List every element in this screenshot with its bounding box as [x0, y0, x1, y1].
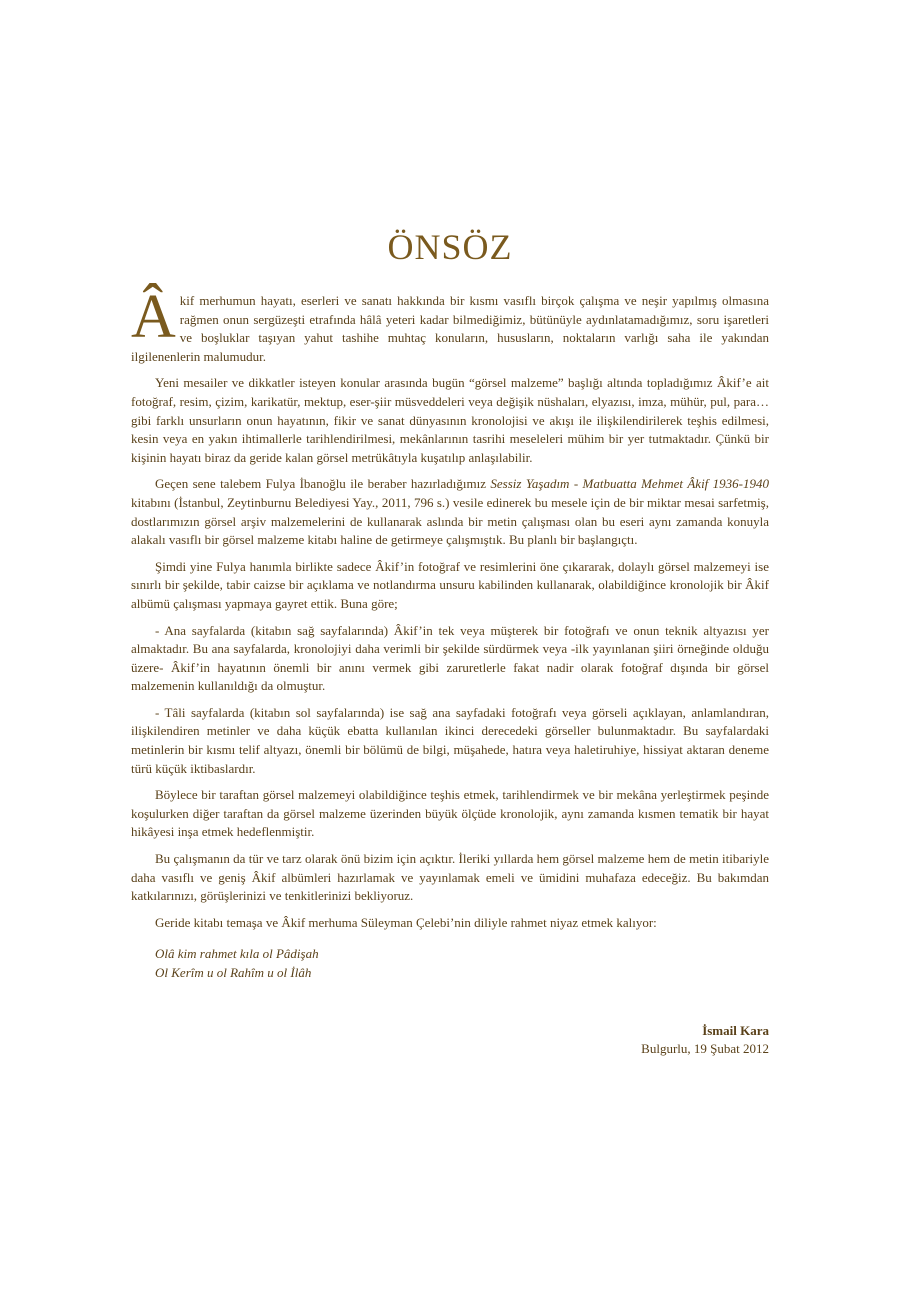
poem-line-2: Ol Kerîm u ol Rahîm u ol İlâh [155, 965, 312, 981]
paragraph-3-text-a: Geçen sene talebem Fulya İbanoğlu ile beraber hazırladığımız [155, 476, 491, 492]
paragraph-7: Böylece bir taraftan görsel malzemeyi olabildiğince teşhis etmek, tarihlendirmek ve bir mekâna yerleştirmek peşinde koşulurken diğer taraftan da görsel malzeme üzerinden büyük ölçüde kronolojik, aynı zamanda kısmen tematik bir hayat hikâyesi inşa etmek hedeflenmiştir. [131, 787, 769, 840]
place-date: Bulgurlu, 19 Şubat 2012 [641, 1041, 769, 1056]
preface-body [131, 283, 770, 982]
paragraph-5: - Ana sayfalarda (kitabın sağ sayfalarında) Âkif’in tek veya müşterek bir fotoğrafı ve onun teknik altyazısı yer almaktadır. Bu ana sayfalarda, kronolojiyi daha verimli bir şekilde sürdürmek veya -ilk yayınlanan şiiri örneğinde olduğu üzere- Âkif’in hayatının önemli bir anını vermek gibi zaruretlerle fakat nadir olarak fotoğraf dışında bir görsel malzemenin kullanıldığı da olmuştur. [131, 622, 769, 694]
drop-cap: Â [131, 283, 176, 351]
paragraph-8: Bu çalışmanın da tür ve tarz olarak önü bizim için açıktır. İleriki yıllarda hem görsel malzeme hem de metin itibariyle daha vasıflı ve geniş Âkif albümleri hazırlamak ve yayınlamak emeli ve ümidini muhafaza edeceğiz. Bu bakımdan katkılarınızı, görüşlerinizi ve tenkitlerinizi bekliyoruz. [131, 851, 769, 904]
paragraph-9: Geride kitabı temaşa ve Âkif merhuma Süleyman Çelebi’nin diliyle rahmet niyaz etmek kalıyor: [155, 914, 657, 930]
poem-quote [155, 944, 769, 982]
book-title: Sessiz Yaşadım - Matbuatta Mehmet Âkif 1936-1940 [490, 476, 770, 492]
paragraph-4: Şimdi yine Fulya hanımla birlikte sadece Âkif’in fotoğraf ve resimlerini öne çıkararak, dolaylı görsel malzemeyi ise sınırlı bir şekilde, tabir caizse bir açıklama ve notlandırma unsuru kabilinden kullanarak, olabildiğince kronolojik bir Âkif albümü çalışması yapmaya gayret ettik. Buna göre; [131, 558, 769, 611]
paragraph-6: - Tâli sayfalarda (kitabın sol sayfalarında) ise sağ ana sayfadaki fotoğrafı veya görseli açıklayan, anlamlandıran, ilişkilendiren metinler ve daha küçük ebatta kullanılan ikinci derecedeki görseller bulunmaktadır. Bu sayfalardaki metinlerin bir kısmı telif altyazı, önemli bir bölümü de bilgi, müşahede, hatıra veya haletiruhiye, hissiyat aktaran deneme türü küçük iktibaslardır. [131, 704, 769, 776]
paragraph-1-text: kif merhumun hayatı, eserleri ve sanatı hakkında bir kısmı vasıflı birçok çalışma ve neşir yapılmış olmasına rağmen onun sergüzeşti etrafında hâlâ yeteri kadar bilmediğimiz, bütünüyle aydınlatamadığımız, soru işaretleri ve boşluklar taşıyan yahut tashihe muhtaç konuların, hususların, noktaların varlığı saha ile yakından ilgilenenlerin malumudur. [131, 293, 769, 364]
signature-block [500, 1022, 769, 1058]
page-title: ÖNSÖZ [387, 227, 513, 267]
paragraph-3-text-b: kitabını (İstanbul, Zeytinburnu Belediyesi Yay., 2011, 796 s.) vesile edinerek bu mesele için de bir miktar mesai sarfetmiş, dostlarımızın görsel arşiv malzemelerini de kullanarak aslında bir metin çalışması olan bu eseri aynı zamanda konuyla alakalı vasıflı bir görsel malzeme kitabı haline de getirmeye çalışmıştık. Bu planlı bir başlangıçtı. [131, 494, 769, 548]
author-name: İsmail Kara [702, 1023, 769, 1038]
paragraph-3 [131, 475, 769, 549]
paragraph-2: Yeni mesailer ve dikkatler isteyen konular arasında bugün “görsel malzeme” başlığı altında topladığımız Âkif’e ait fotoğraf, resim, çizim, karikatür, mektup, eser-şiir müsveddeleri veya değişik nüshaları, elyazısı, imza, mühür, pul, para… gibi farklı unsurların onun hayatının, fikir ve sanat dünyasının kronolojisi ve akışı ile ilişkilendirilerek teşhis edilmesi, kesin veya en yakın ihtimallerle tarihlendirilmesi, mekânlarının tasrihi meseleleri mühim bir yer tutmaktadır. Çünkü bir kişinin hayatı biraz da geride kalan görsel metrükâtıyla kuşatılıp anlaşılabilir. [131, 375, 769, 465]
poem-line-1: Olâ kim rahmet kıla ol Pâdişah [155, 946, 319, 962]
paragraph-1 [131, 283, 769, 366]
